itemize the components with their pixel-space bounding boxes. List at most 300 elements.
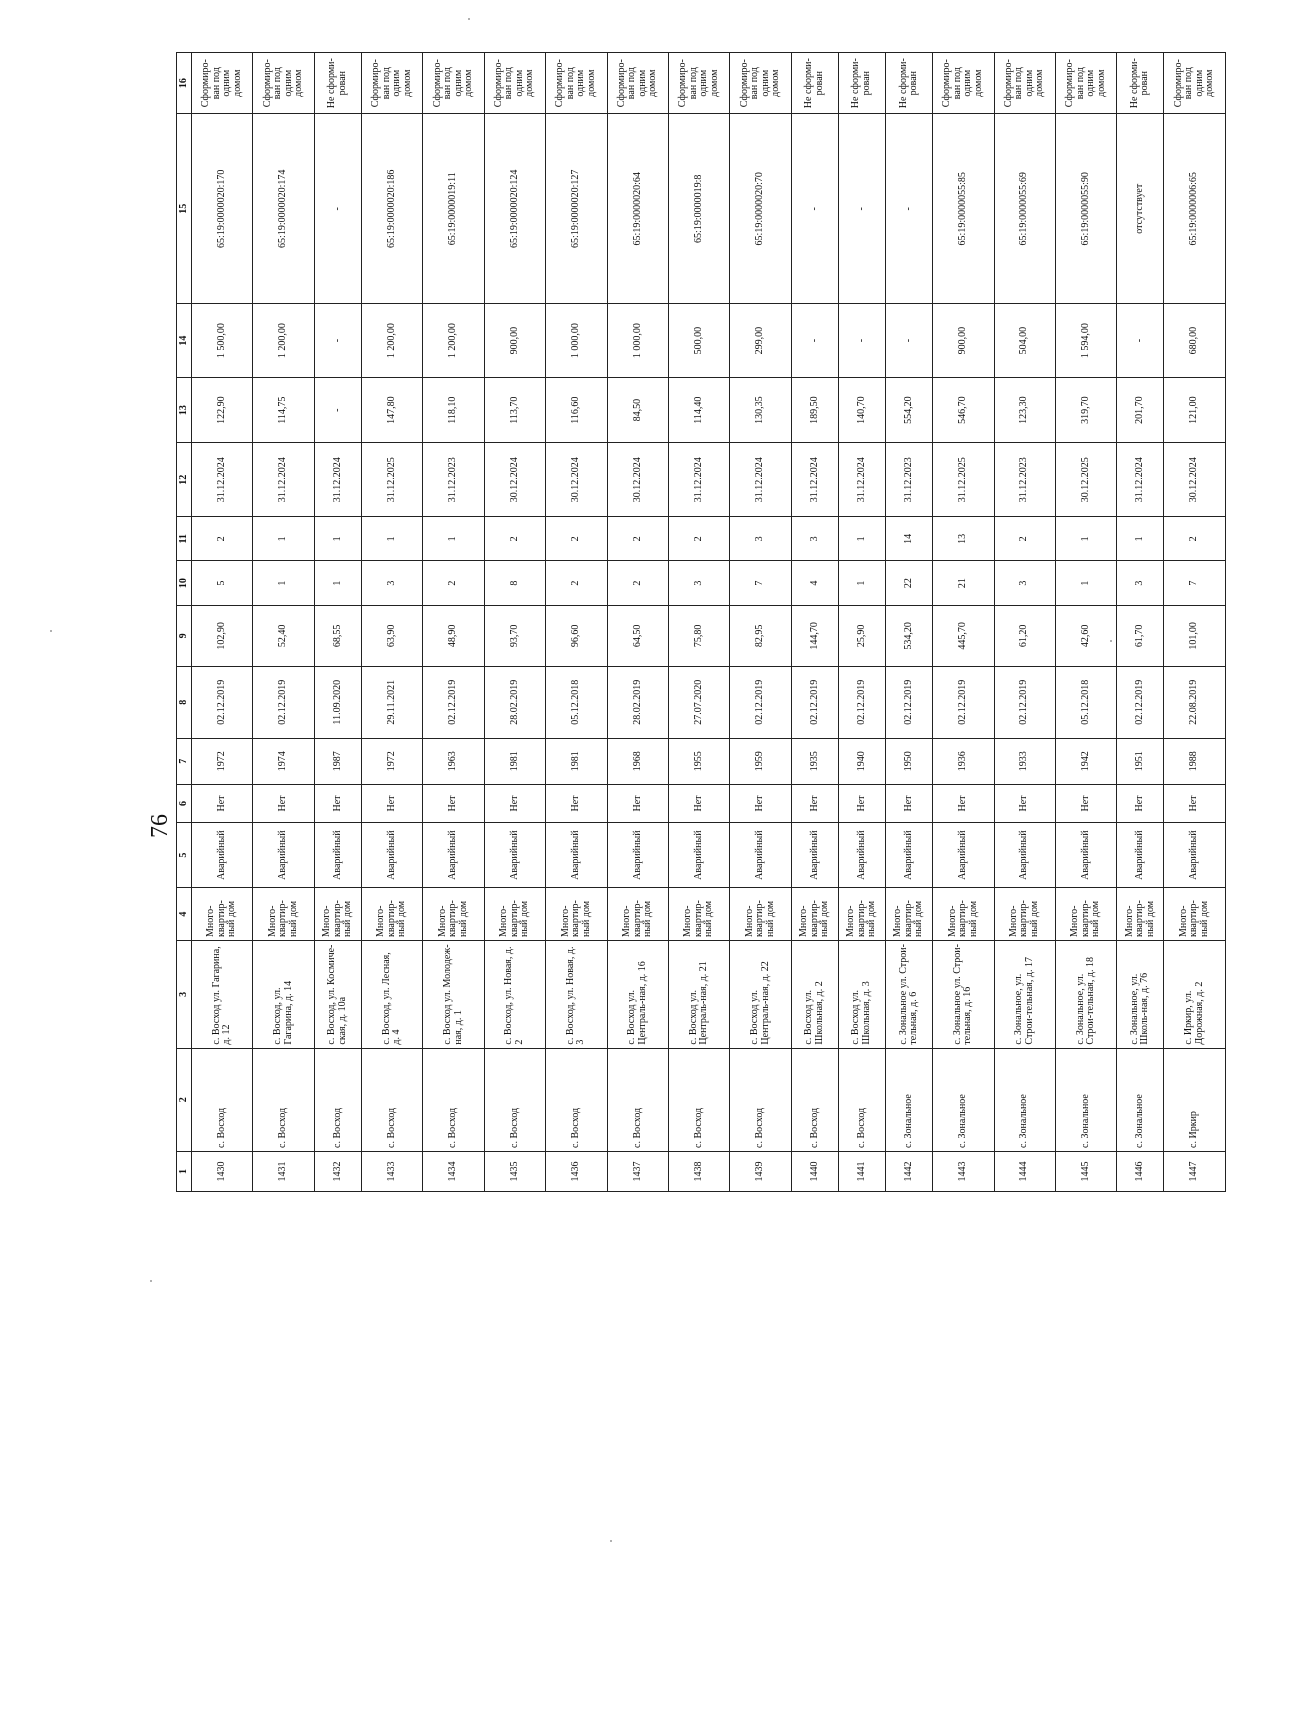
- table-cell: -: [314, 377, 361, 442]
- table-cell: 65:19:0000020:174: [253, 114, 314, 304]
- column-header-5: 5: [177, 822, 192, 887]
- table-cell: 1951: [1117, 738, 1164, 784]
- table-cell: 65:19:0000006:65: [1164, 114, 1226, 304]
- column-header-4: 4: [177, 888, 192, 941]
- table-cell: 1 200,00: [253, 304, 314, 378]
- table-cell: 1 000,00: [546, 304, 607, 378]
- table-cell: 1433: [361, 1151, 422, 1191]
- table-cell: 1950: [886, 738, 933, 784]
- table-cell: -: [886, 114, 933, 304]
- column-header-12: 12: [177, 443, 192, 517]
- table-cell: Нет: [669, 784, 730, 822]
- table-cell: с. Иркир, ул. Дорожная, д. 2: [1164, 941, 1226, 1049]
- table-cell: Много-квартир-ный дом: [730, 888, 791, 941]
- column-header-6: 6: [177, 784, 192, 822]
- table-cell: Нет: [1164, 784, 1226, 822]
- table-cell: 3: [791, 517, 838, 561]
- table-cell: 02.12.2019: [1117, 666, 1164, 738]
- table-cell: 1972: [361, 738, 422, 784]
- table-cell: 1: [838, 561, 885, 605]
- column-number-row: [177, 53, 192, 1192]
- table-cell: 3: [669, 561, 730, 605]
- table-cell: 31.12.2025: [361, 443, 422, 517]
- table-cell: 1 500,00: [192, 304, 253, 378]
- table-cell: 84,50: [607, 377, 668, 442]
- table-cell: Нет: [546, 784, 607, 822]
- table-cell: 7: [730, 561, 791, 605]
- table-cell: 42,60: [1055, 605, 1116, 666]
- table-cell: 22: [886, 561, 933, 605]
- table-cell: -: [791, 114, 838, 304]
- table-cell: 299,00: [730, 304, 791, 378]
- table-cell: 319,70: [1055, 377, 1116, 442]
- table-cell: с. Восход: [423, 1048, 484, 1151]
- table-cell: Аварийный: [314, 822, 361, 887]
- table-cell: 25,90: [838, 605, 885, 666]
- table-cell: 65:19:0000020:186: [361, 114, 422, 304]
- table-cell: 82,95: [730, 605, 791, 666]
- table-cell: 1968: [607, 738, 668, 784]
- table-cell: с. Зональное: [886, 1048, 933, 1151]
- table-cell: Не сформи-рован: [1117, 53, 1164, 114]
- table-cell: Много-квартир-ный дом: [1164, 888, 1226, 941]
- column-header-1: 1: [177, 1151, 192, 1191]
- table-cell: 7: [1164, 561, 1226, 605]
- table-cell: 28.02.2019: [484, 666, 545, 738]
- table-cell: Нет: [1055, 784, 1116, 822]
- table-cell: 546,70: [933, 377, 994, 442]
- table-cell: 30.12.2025: [1055, 443, 1116, 517]
- table-cell: с. Восход ул. Централь-ная, д. 22: [730, 941, 791, 1049]
- table-cell: 65:19:0000055:85: [933, 114, 994, 304]
- table-cell: Много-квартир-ный дом: [933, 888, 994, 941]
- table-cell: 900,00: [484, 304, 545, 378]
- table-cell: Нет: [994, 784, 1055, 822]
- table-row: [423, 53, 484, 1192]
- table-cell: 1988: [1164, 738, 1226, 784]
- table-cell: 2: [546, 561, 607, 605]
- housing-table: [176, 52, 1226, 1192]
- table-cell: 1: [838, 517, 885, 561]
- table-row: [1164, 53, 1226, 1192]
- table-cell: 113,70: [484, 377, 545, 442]
- table-cell: 1439: [730, 1151, 791, 1191]
- table-cell: 1437: [607, 1151, 668, 1191]
- table-row: [838, 53, 885, 1192]
- table-cell: 130,35: [730, 377, 791, 442]
- table-cell: 1447: [1164, 1151, 1226, 1191]
- table-cell: 1 200,00: [361, 304, 422, 378]
- table-cell: Много-квартир-ный дом: [546, 888, 607, 941]
- table-cell: 31.12.2023: [886, 443, 933, 517]
- table-cell: 1438: [669, 1151, 730, 1191]
- table-cell: 534,20: [886, 605, 933, 666]
- table-cell: 1936: [933, 738, 994, 784]
- table-cell: Сформиро-ван под одним домом: [423, 53, 484, 114]
- table-cell: Аварийный: [730, 822, 791, 887]
- table-cell: 05.12.2018: [1055, 666, 1116, 738]
- table-cell: 30.12.2024: [607, 443, 668, 517]
- table-cell: Аварийный: [669, 822, 730, 887]
- table-row: [933, 53, 994, 1192]
- table-cell: 1987: [314, 738, 361, 784]
- scan-speck: [610, 1540, 612, 1542]
- table-cell: 31.12.2024: [838, 443, 885, 517]
- column-header-2: 2: [177, 1048, 192, 1151]
- table-cell: Много-квартир-ный дом: [1117, 888, 1164, 941]
- table-cell: Много-квартир-ный дом: [791, 888, 838, 941]
- page-number: 76: [147, 814, 173, 838]
- table-cell: 1: [314, 561, 361, 605]
- table-cell: 1933: [994, 738, 1055, 784]
- table-cell: 1444: [994, 1151, 1055, 1191]
- table-cell: Сформиро-ван под одним домом: [484, 53, 545, 114]
- table-cell: 65:19:0000020:170: [192, 114, 253, 304]
- rotated-table-frame: [176, 52, 1226, 1192]
- table-cell: 31.12.2024: [669, 443, 730, 517]
- table-cell: с. Восход ул. Централь-ная, д. 21: [669, 941, 730, 1049]
- table-cell: с. Восход ул. Централь-ная, д. 16: [607, 941, 668, 1049]
- column-header-7: 7: [177, 738, 192, 784]
- table-cell: Много-квартир-ный дом: [607, 888, 668, 941]
- table-cell: с. Восход, ул. Новая, д. 2: [484, 941, 545, 1049]
- table-cell: 21: [933, 561, 994, 605]
- table-cell: -: [886, 304, 933, 378]
- table-cell: 52,40: [253, 605, 314, 666]
- table-row: [253, 53, 314, 1192]
- table-cell: Нет: [484, 784, 545, 822]
- table-row: [192, 53, 253, 1192]
- table-cell: 1442: [886, 1151, 933, 1191]
- table-cell: 2: [1164, 517, 1226, 561]
- table-cell: с. Зональное, ул. Школь-ная, д. 76: [1117, 941, 1164, 1049]
- column-header-14: 14: [177, 304, 192, 378]
- table-cell: 2: [192, 517, 253, 561]
- table-cell: с. Восход ул. Школьная, д. 2: [791, 941, 838, 1049]
- table-cell: с. Зональное: [1055, 1048, 1116, 1151]
- table-cell: 2: [607, 517, 668, 561]
- table-cell: 1430: [192, 1151, 253, 1191]
- table-cell: 118,10: [423, 377, 484, 442]
- table-cell: 1431: [253, 1151, 314, 1191]
- table-cell: 114,40: [669, 377, 730, 442]
- table-cell: 900,00: [933, 304, 994, 378]
- table-cell: -: [314, 304, 361, 378]
- table-cell: Сформиро-ван под одним домом: [1055, 53, 1116, 114]
- table-cell: Много-квартир-ный дом: [484, 888, 545, 941]
- table-cell: 1955: [669, 738, 730, 784]
- table-cell: 1972: [192, 738, 253, 784]
- table-cell: Аварийный: [886, 822, 933, 887]
- table-cell: с. Восход: [730, 1048, 791, 1151]
- table-cell: Аварийный: [192, 822, 253, 887]
- scan-speck: [468, 18, 470, 20]
- table-cell: 1440: [791, 1151, 838, 1191]
- table-cell: Нет: [253, 784, 314, 822]
- table-cell: 102,90: [192, 605, 253, 666]
- table-cell: 1981: [484, 738, 545, 784]
- table-cell: 13: [933, 517, 994, 561]
- table-cell: 144,70: [791, 605, 838, 666]
- table-cell: Аварийный: [484, 822, 545, 887]
- table-cell: 75,80: [669, 605, 730, 666]
- table-cell: 02.12.2019: [791, 666, 838, 738]
- table-cell: с. Зональное, ул. Строи-тельная, д. 18: [1055, 941, 1116, 1049]
- table-cell: Аварийный: [838, 822, 885, 887]
- column-header-16: 16: [177, 53, 192, 114]
- table-cell: 48,90: [423, 605, 484, 666]
- table-row: [607, 53, 668, 1192]
- table-cell: 1 000,00: [607, 304, 668, 378]
- column-header-15: 15: [177, 114, 192, 304]
- table-cell: Много-квартир-ный дом: [253, 888, 314, 941]
- table-cell: Не сформи-рован: [886, 53, 933, 114]
- table-cell: 31.12.2024: [253, 443, 314, 517]
- table-cell: -: [838, 304, 885, 378]
- table-cell: 1 594,00: [1055, 304, 1116, 378]
- table-cell: 05.12.2018: [546, 666, 607, 738]
- table-cell: Много-квартир-ный дом: [886, 888, 933, 941]
- table-cell: 3: [1117, 561, 1164, 605]
- table-cell: 68,55: [314, 605, 361, 666]
- table-cell: 8: [484, 561, 545, 605]
- table-cell: с. Восход: [546, 1048, 607, 1151]
- table-cell: 65:19:0000020:64: [607, 114, 668, 304]
- table-cell: 02.12.2019: [423, 666, 484, 738]
- table-cell: Нет: [192, 784, 253, 822]
- table-cell: 1434: [423, 1151, 484, 1191]
- table-row: [886, 53, 933, 1192]
- scan-speck: [50, 630, 52, 632]
- table-cell: 504,00: [994, 304, 1055, 378]
- table-cell: 680,00: [1164, 304, 1226, 378]
- table-cell: Нет: [791, 784, 838, 822]
- table-cell: 1: [1055, 517, 1116, 561]
- table-cell: 02.12.2019: [730, 666, 791, 738]
- table-cell: Нет: [423, 784, 484, 822]
- table-cell: 1446: [1117, 1151, 1164, 1191]
- table-cell: Много-квартир-ный дом: [192, 888, 253, 941]
- table-cell: Нет: [730, 784, 791, 822]
- column-header-3: 3: [177, 941, 192, 1049]
- table-cell: 1432: [314, 1151, 361, 1191]
- table-cell: Сформиро-ван под одним домом: [933, 53, 994, 114]
- table-row: [791, 53, 838, 1192]
- table-cell: 2: [484, 517, 545, 561]
- table-cell: 31.12.2023: [423, 443, 484, 517]
- table-cell: Нет: [607, 784, 668, 822]
- table-cell: 1441: [838, 1151, 885, 1191]
- table-cell: -: [791, 304, 838, 378]
- table-cell: с. Зональное ул. Строи-тельная, д. 16: [933, 941, 994, 1049]
- table-cell: Аварийный: [607, 822, 668, 887]
- table-cell: 1942: [1055, 738, 1116, 784]
- table-cell: отсутствует: [1117, 114, 1164, 304]
- table-cell: с. Восход: [791, 1048, 838, 1151]
- table-cell: -: [838, 114, 885, 304]
- table-cell: 3: [994, 561, 1055, 605]
- table-cell: 30.12.2024: [546, 443, 607, 517]
- table-cell: с. Восход: [484, 1048, 545, 1151]
- table-cell: 123,30: [994, 377, 1055, 442]
- table-cell: 1940: [838, 738, 885, 784]
- table-cell: 1981: [546, 738, 607, 784]
- table-body: [192, 53, 1226, 1192]
- table-cell: Аварийный: [1117, 822, 1164, 887]
- table-cell: 31.12.2024: [791, 443, 838, 517]
- table-cell: 65:19:0000055:69: [994, 114, 1055, 304]
- table-cell: с. Зональное: [933, 1048, 994, 1151]
- table-cell: с. Восход ул. Гагарина, д. 12: [192, 941, 253, 1049]
- table-row: [546, 53, 607, 1192]
- table-cell: 189,50: [791, 377, 838, 442]
- table-cell: 140,70: [838, 377, 885, 442]
- table-cell: с. Иркир: [1164, 1048, 1226, 1151]
- table-cell: Аварийный: [546, 822, 607, 887]
- table-cell: Нет: [886, 784, 933, 822]
- table-cell: 11.09.2020: [314, 666, 361, 738]
- table-cell: 30.12.2024: [484, 443, 545, 517]
- table-cell: Аварийный: [361, 822, 422, 887]
- table-cell: Сформиро-ван под одним домом: [361, 53, 422, 114]
- table-row: [1055, 53, 1116, 1192]
- table-cell: с. Зональное, ул. Строи-тельная, д. 17: [994, 941, 1055, 1049]
- table-cell: 64,50: [607, 605, 668, 666]
- table-cell: 2: [669, 517, 730, 561]
- table-cell: 31.12.2024: [730, 443, 791, 517]
- table-row: [730, 53, 791, 1192]
- table-row: [669, 53, 730, 1192]
- table-cell: 1: [423, 517, 484, 561]
- table-cell: 93,70: [484, 605, 545, 666]
- table-cell: Сформиро-ван под одним домом: [253, 53, 314, 114]
- table-cell: 1: [314, 517, 361, 561]
- table-cell: Много-квартир-ный дом: [314, 888, 361, 941]
- table-cell: 65:19:0000020:124: [484, 114, 545, 304]
- scan-speck: [1110, 640, 1112, 642]
- table-cell: Нет: [1117, 784, 1164, 822]
- table-cell: Аварийный: [1055, 822, 1116, 887]
- table-cell: Аварийный: [933, 822, 994, 887]
- table-cell: 65:19:0000020:127: [546, 114, 607, 304]
- table-cell: Сформиро-ван под одним домом: [669, 53, 730, 114]
- table-cell: 02.12.2019: [886, 666, 933, 738]
- table-cell: Аварийный: [423, 822, 484, 887]
- column-header-9: 9: [177, 605, 192, 666]
- table-cell: Много-квартир-ный дом: [1055, 888, 1116, 941]
- column-header-13: 13: [177, 377, 192, 442]
- table-cell: Сформиро-ван под одним домом: [607, 53, 668, 114]
- table-cell: -: [1117, 304, 1164, 378]
- table-cell: 1443: [933, 1151, 994, 1191]
- table-cell: 02.12.2019: [838, 666, 885, 738]
- table-cell: Аварийный: [994, 822, 1055, 887]
- table-cell: 31.12.2023: [994, 443, 1055, 517]
- table-cell: 31.12.2025: [933, 443, 994, 517]
- table-cell: Не сформи-рован: [791, 53, 838, 114]
- table-cell: Аварийный: [791, 822, 838, 887]
- table-cell: 147,80: [361, 377, 422, 442]
- table-cell: 116,60: [546, 377, 607, 442]
- scan-speck: [150, 1280, 152, 1282]
- table-cell: Много-квартир-ный дом: [423, 888, 484, 941]
- table-cell: Не сформи-рован: [314, 53, 361, 114]
- table-cell: с. Восход: [253, 1048, 314, 1151]
- table-cell: Нет: [314, 784, 361, 822]
- table-cell: 1974: [253, 738, 314, 784]
- table-cell: Сформиро-ван под одним домом: [192, 53, 253, 114]
- table-cell: 2: [423, 561, 484, 605]
- table-cell: 1: [253, 561, 314, 605]
- table-cell: Сформиро-ван под одним домом: [994, 53, 1055, 114]
- table-cell: 1 200,00: [423, 304, 484, 378]
- table-cell: с. Восход: [192, 1048, 253, 1151]
- table-container: [176, 52, 1316, 1182]
- table-cell: 500,00: [669, 304, 730, 378]
- table-cell: Много-квартир-ный дом: [838, 888, 885, 941]
- table-cell: 61,20: [994, 605, 1055, 666]
- table-row: [314, 53, 361, 1192]
- table-cell: с. Восход ул. Школьная, д. 3: [838, 941, 885, 1049]
- table-cell: 31.12.2024: [314, 443, 361, 517]
- table-cell: с. Восход, ул. Космиче-ская, д. 10а: [314, 941, 361, 1049]
- table-cell: с. Восход: [607, 1048, 668, 1151]
- table-cell: 65:19:0000019:11: [423, 114, 484, 304]
- column-header-11: 11: [177, 517, 192, 561]
- table-cell: 1: [1117, 517, 1164, 561]
- table-row: [1117, 53, 1164, 1192]
- table-cell: 65:19:0000020:70: [730, 114, 791, 304]
- table-row: [361, 53, 422, 1192]
- table-cell: Много-квартир-ный дом: [361, 888, 422, 941]
- table-cell: 1963: [423, 738, 484, 784]
- table-cell: 02.12.2019: [253, 666, 314, 738]
- table-cell: с. Восход ул. Молодеж-ная, д. 1: [423, 941, 484, 1049]
- table-cell: 2: [546, 517, 607, 561]
- table-cell: 4: [791, 561, 838, 605]
- table-cell: 22.08.2019: [1164, 666, 1226, 738]
- table-cell: 31.12.2024: [1117, 443, 1164, 517]
- table-cell: 30.12.2024: [1164, 443, 1226, 517]
- table-cell: 445,70: [933, 605, 994, 666]
- table-cell: 101,00: [1164, 605, 1226, 666]
- table-cell: с. Зональное: [994, 1048, 1055, 1151]
- table-cell: с. Восход, ул. Гагарина, д. 14: [253, 941, 314, 1049]
- table-cell: Нет: [838, 784, 885, 822]
- table-cell: 3: [730, 517, 791, 561]
- table-cell: Много-квартир-ный дом: [994, 888, 1055, 941]
- table-cell: Не сформи-рован: [838, 53, 885, 114]
- table-cell: 02.12.2019: [994, 666, 1055, 738]
- table-cell: 02.12.2019: [933, 666, 994, 738]
- table-cell: 2: [607, 561, 668, 605]
- table-cell: Нет: [933, 784, 994, 822]
- table-cell: Сформиро-ван под одним домом: [546, 53, 607, 114]
- table-cell: с. Восход, ул. Лесная, д. 4: [361, 941, 422, 1049]
- table-cell: 65:19:0000019:8: [669, 114, 730, 304]
- table-cell: 554,20: [886, 377, 933, 442]
- table-cell: 1959: [730, 738, 791, 784]
- table-cell: 114,75: [253, 377, 314, 442]
- column-header-10: 10: [177, 561, 192, 605]
- table-cell: 02.12.2019: [192, 666, 253, 738]
- table-cell: 122,90: [192, 377, 253, 442]
- table-cell: 96,60: [546, 605, 607, 666]
- table-cell: 65:19:0000055:90: [1055, 114, 1116, 304]
- table-cell: с. Зональное: [1117, 1048, 1164, 1151]
- table-row: [994, 53, 1055, 1192]
- table-cell: с. Восход: [669, 1048, 730, 1151]
